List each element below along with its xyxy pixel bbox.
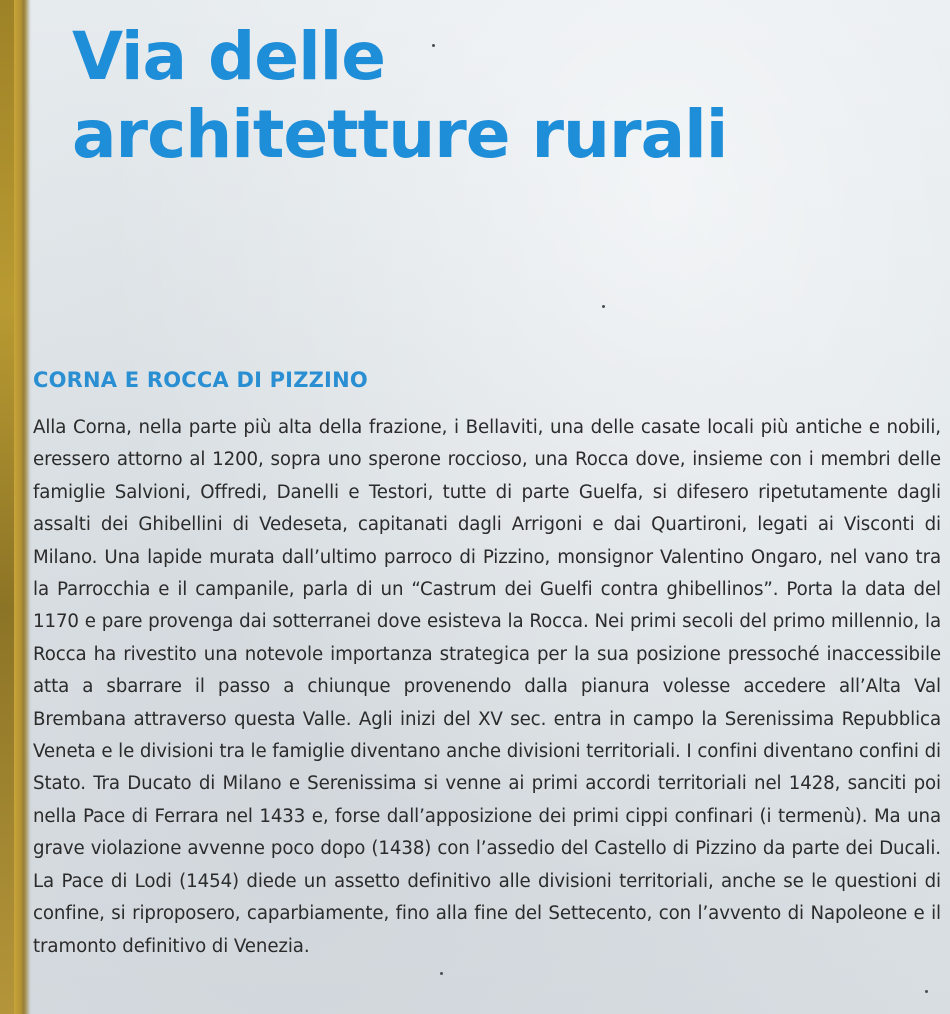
section-heading: CORNA E ROCCA DI PIZZINO bbox=[33, 368, 368, 392]
section-body-text: Alla Corna, nella parte più alta della frazione, i Bellaviti, una delle casate locali più antiche e nobili, eressero attorno al 1200, sopra uno sperone roccioso, una Rocca dove, insieme con i membri delle famiglie Salvioni, Offredi, Danelli e Testori, tutte di parte Guelfa, si difesero ripetutamente dagli assalti dei Ghibellini di Vedeseta, capitanati dagli Arrigoni e dai Quartironi, legati ai Visconti di Milano. Una lapide murata dall’ultimo parroco di Pizzino, monsignor Valentino Ongaro, nel vano tra la Parrocchia e il campanile, parla di un “Castrum dei Guelfi contra ghibellinos”. Porta la data del 1170 e pare provenga dai sotterranei dove esisteva la Rocca. Nei primi secoli del primo millennio, la Rocca ha rivestito una notevole importanza strategica per la sua posizione pressoché inaccessibile atta a sbarrare il passo a chiunque provenendo dalla pianura volesse accedere all’Alta Val Brembana attraverso questa Valle. Agli inizi del XV sec. entra in campo la Serenissima Repubblica Veneta e le divisioni tra le famiglie diventano anche divisioni territoriali. I confini diventano confini di Stato. Tra Ducato di Milano e Serenissima si venne ai primi accordi territoriali nel 1428, sanciti poi nella Pace di Ferrara nel 1433 e, forse dall’apposizione dei primi cippi confinari (i termenù). Ma una grave violazione avvenne poco dopo (1438) con l’assedio del Castello di Pizzino da parte dei Ducali. La Pace di Lodi (1454) diede un assetto definitivo alle divisioni territoriali, anche se le questioni di confine, si riproposero, caparbiamente, fino alla fine del Settecento, con l’avvento di Napoleone e il tramonto definitivo di Venezia. bbox=[33, 417, 941, 957]
sign-frame-edge-dark bbox=[0, 0, 14, 1014]
sign-title-line-2: architetture rurali bbox=[72, 96, 728, 173]
surface-speck bbox=[925, 990, 928, 993]
sign-title bbox=[72, 18, 727, 174]
surface-speck bbox=[432, 44, 435, 47]
sign-frame-shadow bbox=[22, 0, 32, 1014]
sign-title-line-1: Via delle bbox=[72, 18, 386, 95]
surface-speck bbox=[440, 972, 443, 975]
surface-speck bbox=[602, 305, 605, 308]
